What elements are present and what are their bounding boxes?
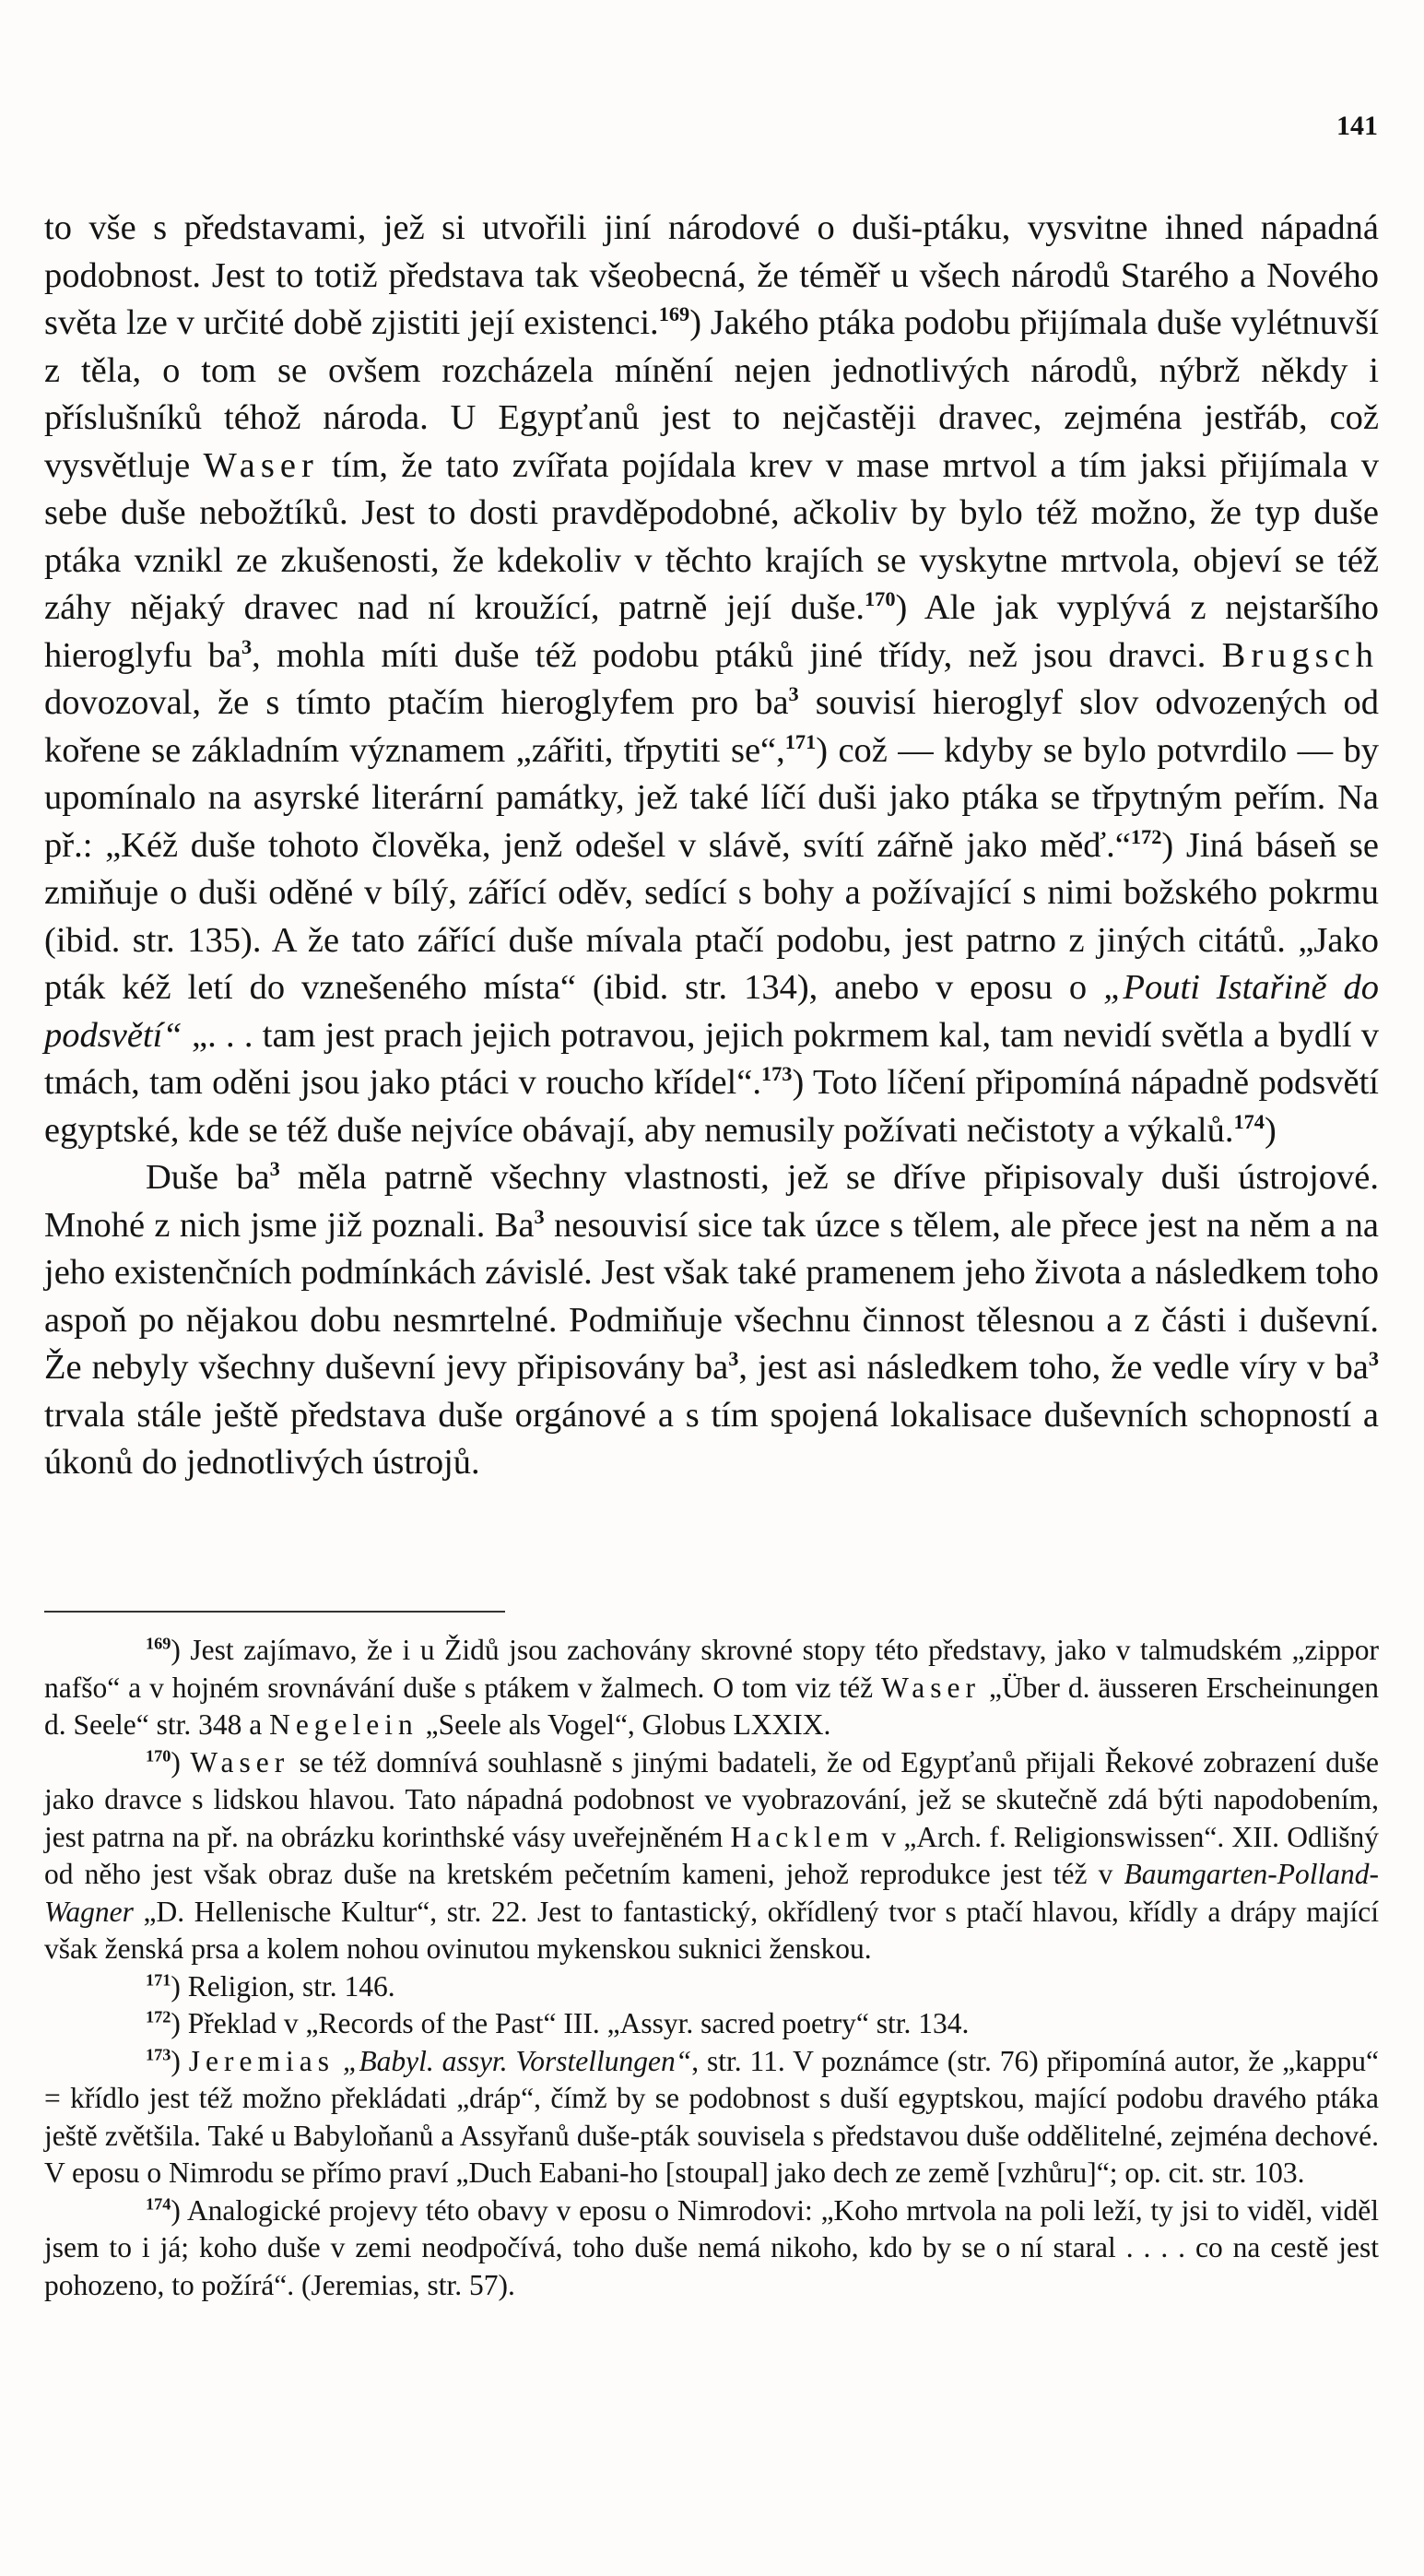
text-run: ) Jiná báseň se zmiňuje o duši oděné v bílý, zářící oděv, sedící s bohy a požívající s nimi božského pokrmu (ibid. str. 135). A že tato zářící duše mívala ptačí podobu, jest patrno z jiných citátů. „Jako pták kéž letí do vznešeného místa“ (ibid. str. 134), anebo v eposu o xyxy=(44,825,1379,1007)
superscript: 3 xyxy=(269,1157,280,1181)
footnote-number: 172 xyxy=(146,2007,171,2027)
main-text xyxy=(44,205,1379,1487)
text-run: ) Jest zajímavo, že i u Židů jsou zachovány skrovné stopy této představy, jako v talmudském „zippor nafšo“ a v hojném srovnávání duše s ptákem v žalmech. O tom viz též xyxy=(44,1634,1379,1704)
text-run: , jest asi následkem toho, že vedle víry v ba xyxy=(738,1348,1369,1387)
text-run: , mohla míti duše též podobu ptáků jiné třídy, než jsou dravci. xyxy=(252,635,1222,675)
superscript: 3 xyxy=(728,1347,739,1371)
author-name: Negelein xyxy=(269,1708,418,1741)
work-title: Baumgarten-Polland-Wagner xyxy=(44,1858,1379,1928)
author-name: Jeremias xyxy=(188,2044,335,2077)
paragraph-2 xyxy=(44,1154,1379,1487)
footnote-ref: 174 xyxy=(1233,1109,1265,1133)
author-name: Waser xyxy=(203,445,319,485)
work-title: „Pouti Istařině do podsvětí“ xyxy=(44,968,1379,1055)
text-run: ) Překlad v „Records of the Past“ III. „Assyr. sacred poetry“ str. 134. xyxy=(171,2007,970,2039)
footnote-173 xyxy=(44,2043,1379,2192)
footnote-number: 173 xyxy=(146,2045,171,2063)
footnote-ref: 172 xyxy=(1130,824,1162,848)
superscript: 3 xyxy=(1368,1347,1379,1371)
footnote-ref: 169 xyxy=(658,302,690,326)
text-run: „D. Hellenische Kultur“, str. 22. Jest to fantastický, okřídlený tvor s ptačí hlavou, křídly a drápy mající však ženská prsa a kolem nohou ovinutou mykenskou suknici ženskou. xyxy=(44,1895,1379,1965)
text-run: to vše s představami, jež si utvořili jiní národové o duši-ptáku, vysvitne ihned nápadná podobnost. Jest to totiž představa tak všeobecná, že téměř u všech národů Starého a Nového světa lze v určité době zjistiti její existenci. xyxy=(44,208,1379,342)
footnote-divider xyxy=(44,1611,505,1613)
footnote-ref: 170 xyxy=(864,587,896,611)
text-run: se též domnívá souhlasně s jinými badateli, že od Egypťanů přijali Řekové zobrazení duše jako dravce s lidskou hlavou. Tato nápadná podobnost ve vyobrazování, jež se skutečně zdá býti napodobením, jest patrna na př. na obrázku korinthské vásy uveřejněném xyxy=(44,1745,1379,1853)
text-run xyxy=(335,2045,343,2077)
footnote-number: 169 xyxy=(146,1634,171,1653)
text-run: ) Religion, str. 146. xyxy=(171,1969,395,2003)
page-number: 141 xyxy=(1336,111,1378,141)
text-run: ) xyxy=(171,2044,189,2077)
text-run: „. . . tam jest prach jejich potravou, jejich pokrmem kal, tam nevidí světla a bydlí v tmách, tam oděni jsou jako ptáci v roucho křídel“. xyxy=(44,1015,1379,1102)
footnote-number: 171 xyxy=(146,1970,171,1989)
author-name: Waser xyxy=(190,1745,290,1778)
text-run: ) což — kdyby se bylo potvrdilo — by upomínalo na asyrské literární památky, jež také líčí duši jako ptáka se třpytným peřím. Na př.: „Kéž duše tohoto člověka, jenž odešel v slávě, svítí zářně jako měď.“ xyxy=(44,730,1379,865)
superscript: 3 xyxy=(241,634,253,658)
text-run: souvisí hieroglyf slov odvozených od kořene se základním významem „zářiti, třpytiti se“, xyxy=(44,683,1379,770)
footnote-number: 170 xyxy=(146,1746,171,1765)
superscript: 3 xyxy=(788,682,799,706)
text-run: ) Ale jak vyplývá z nejstaršího hieroglyfu ba xyxy=(44,588,1379,675)
text-run: „Seele als Vogel“, Globus LXXIX. xyxy=(418,1708,831,1741)
paragraph-1 xyxy=(44,205,1379,1154)
footnote-170 xyxy=(44,1744,1379,1968)
footnotes xyxy=(44,1632,1379,2304)
footnote-174 xyxy=(44,2192,1379,2305)
text-run: ) Toto líčení připomíná nápadně podsvětí egyptské, kde se též duše nejvíce obávají, aby nemusily požívati nečistoty a výkalů. xyxy=(44,1063,1379,1150)
text-run: v „Arch. f. Religionswissen“. XII. Odlišný od něho jest však obraz duše na kretském pečetním kameni, jehož reprodukce jest též v xyxy=(44,1820,1379,1890)
text-run: „Über d. äusseren Erscheinungen d. Seele“ str. 348 a xyxy=(44,1671,1379,1741)
text-run: Duše ba xyxy=(146,1158,270,1197)
text-run: trvala stále ještě představa duše orgánové a s tím spojená lokalisace duševních schopností a úkonů do jednotlivých ústrojů. xyxy=(44,1395,1379,1482)
author-name: Waser xyxy=(881,1671,981,1704)
work-title: „Babyl. assyr. Vorstellungen“ xyxy=(342,2044,692,2077)
text-run: nesouvisí sice tak úzce s tělem, ale přece jest na něm a na jeho existenčních podmínkách závislé. Jest však také pramenem jeho života a následkem toho aspoň po nějakou dobu nesmrtelné. Podmiňuje všechnu činnost tělesnou a z části i duševní. Že nebyly všechny duševní jevy připisovány ba xyxy=(44,1205,1379,1387)
superscript: 3 xyxy=(534,1204,545,1228)
text-run: ) xyxy=(1264,1110,1277,1150)
footnote-171 xyxy=(44,1968,1379,2006)
footnote-ref: 173 xyxy=(760,1062,793,1086)
author-name: Hacklem xyxy=(730,1820,875,1853)
footnote-ref: 171 xyxy=(784,729,817,753)
footnote-number: 174 xyxy=(146,2194,171,2213)
text-run: ) Jakého ptáka podobu přijímala duše vylétnuvší z těla, o tom se ovšem rozcházela mínění nejen jednotlivých národů, nýbrž někdy i příslušníků téhož národa. U Egypťanů jest to nejčastěji dravec, zejména jestřáb, což vysvětluje xyxy=(44,303,1379,485)
footnote-169 xyxy=(44,1632,1379,1744)
text-run: ) Analogické projevy této obavy v eposu o Nimrodovi: „Koho mrtvola na poli leží, ty jsi to viděl, viděl jsem to i já; koho duše v zemi neodpočívá, toho duše nemá nikoho, kdo by se o ní staral . . . . co na cestě jest pohozeno, to požírá“. (Jeremias, str. 57). xyxy=(44,2193,1379,2301)
text-run: , str. 11. V poznámce (str. 76) připomíná autor, že „kappu“ = křídlo jest též možno překládati „dráp“, čímž by se podobnost s duší egyptskou, mající podobu dravého ptáka ještě zvětšila. Také u Babyloňanů a Assyřanů duše-pták souvisela s představou duše oddělitelné, zejména dechové. V eposu o Nimrodu se přímo praví „Duch Eabani-ho [stoupal] jako dech ze země [vzhůru]“; op. cit. str. 103. xyxy=(44,2044,1380,2189)
author-name: Brugsch xyxy=(1221,635,1379,675)
text-run: tím, že tato zvířata pojídala krev v mase mrtvol a tím jaksi přijímala v sebe duše nebožtíků. Jest to dosti pravděpodobné, ačkoliv by bylo též možno, že typ duše ptáka vznikl ze zkušenosti, že kdekoliv v těchto krajích se vyskytne mrtvola, objeví se též záhy nějaký dravec nad ní kroužící, patrně její duše. xyxy=(44,445,1379,627)
text-run: dovozoval, že s tímto ptačím hieroglyfem pro ba xyxy=(44,683,789,722)
text-run: měla patrně všechny vlastnosti, jež se dříve připisovaly duši ústrojové. Mnohé z nich jsme již poznali. Ba xyxy=(44,1158,1379,1245)
text-run: ) xyxy=(171,1745,191,1778)
footnote-172 xyxy=(44,2005,1379,2043)
